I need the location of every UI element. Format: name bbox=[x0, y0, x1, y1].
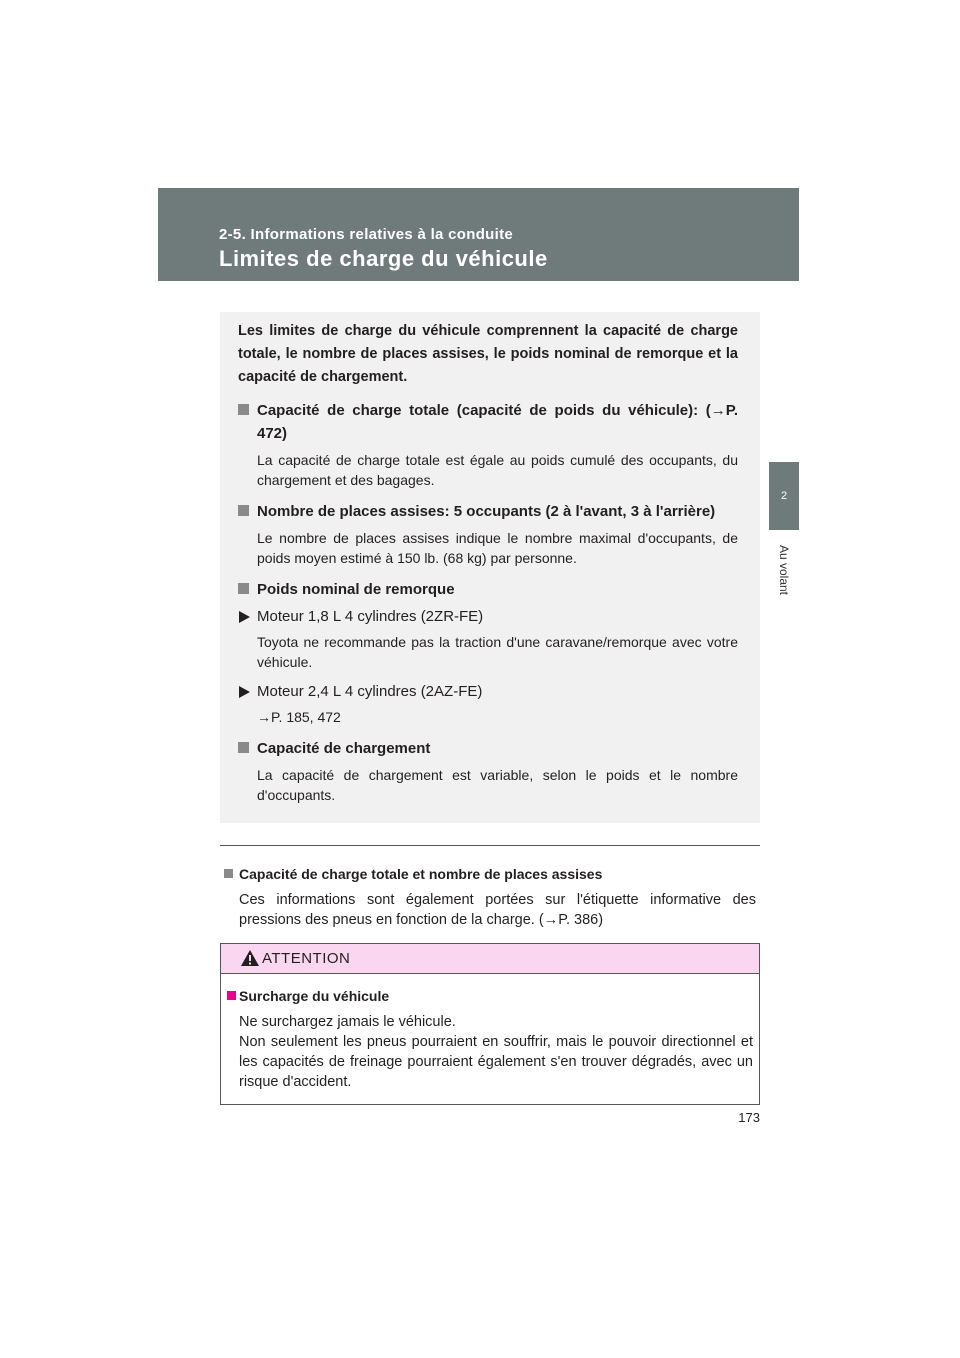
item-heading-text: Nombre de places assises: 5 occupants (2 à l'avant, 3 à l'arrière) bbox=[257, 503, 716, 520]
square-bullet-icon bbox=[238, 404, 249, 415]
item-heading bbox=[238, 399, 738, 445]
item-heading-text: Poids nominal de remorque bbox=[257, 581, 455, 598]
triangle-bullet-icon bbox=[239, 686, 250, 698]
page-number: 173 bbox=[738, 1110, 760, 1125]
engine-option-body: Toyota ne recommande pas la traction d'une caravane/remorque avec votre véhicule. bbox=[257, 634, 738, 670]
chapter-label-text: Au volant bbox=[777, 544, 792, 596]
note-heading bbox=[224, 864, 756, 884]
warning-body bbox=[227, 1012, 753, 1092]
note-body: Ces informations sont également portées sur l'étiquette informative des pressions des pneus en fonction de la charge. (→P. 386) bbox=[239, 892, 756, 928]
warning-content bbox=[221, 974, 759, 1092]
square-bullet-icon bbox=[238, 505, 249, 516]
engine-option-body: →P. 185, 472 bbox=[257, 709, 341, 725]
warning-heading-text: Surcharge du véhicule bbox=[239, 988, 390, 1004]
engine-option-label: Moteur 1,8 L 4 cylindres (2ZR-FE) bbox=[257, 608, 484, 625]
note-heading-text: Capacité de charge totale et nombre de places assises bbox=[239, 866, 603, 882]
square-bullet-icon bbox=[224, 869, 233, 878]
divider bbox=[220, 845, 760, 846]
chapter-number: 2 bbox=[780, 490, 788, 502]
warning-triangle-icon bbox=[240, 949, 260, 967]
summary-box bbox=[220, 312, 760, 823]
engine-option-label: Moteur 2,4 L 4 cylindres (2AZ-FE) bbox=[257, 683, 483, 700]
page-title: Limites de charge du véhicule bbox=[219, 246, 548, 271]
warning-body-line2: Non seulement les pneus pourraient en souffrir, mais le pouvoir directionnel et les capacités de freinage pourraient également s'en trouver dégradés, avec un risque d'accident. bbox=[239, 1034, 753, 1090]
item-heading bbox=[238, 578, 738, 601]
engine-option bbox=[238, 682, 738, 702]
item-heading-text: Capacité de chargement bbox=[257, 740, 431, 757]
engine-option bbox=[238, 607, 738, 627]
section-label: 2-5. Informations relatives à la conduite bbox=[219, 226, 514, 243]
warning-heading bbox=[227, 986, 753, 1006]
item-body: Le nombre de places assises indique le nombre maximal d'occupants, de poids moyen estimé à 150 lb. (68 kg) par personne. bbox=[257, 530, 738, 566]
triangle-bullet-icon bbox=[239, 611, 250, 623]
warning-title: ATTENTION bbox=[262, 950, 351, 967]
item-heading bbox=[238, 737, 738, 760]
warning-box bbox=[220, 943, 760, 1105]
square-bullet-icon bbox=[238, 742, 249, 753]
item-heading bbox=[238, 500, 738, 523]
item-body: La capacité de chargement est variable, selon le poids et le nombre d'occupants. bbox=[257, 767, 738, 803]
chapter-label bbox=[769, 538, 799, 602]
square-bullet-icon bbox=[238, 583, 249, 594]
chapter-tab bbox=[769, 462, 799, 530]
square-bullet-icon bbox=[227, 991, 236, 1000]
note-section bbox=[224, 864, 756, 930]
item-heading-text: Capacité de charge totale (capacité de poids du véhicule): (→P. 472) bbox=[257, 402, 738, 442]
warning-body-line1: Ne surchargez jamais le véhicule. bbox=[239, 1014, 456, 1030]
summary-intro: Les limites de charge du véhicule comprennent la capacité de charge totale, le nombre de places assises, le poids nominal de remorque et la capacité de chargement. bbox=[238, 323, 738, 385]
item-body: La capacité de charge totale est égale au poids cumulé des occupants, du chargement et des bagages. bbox=[257, 452, 738, 488]
warning-header bbox=[221, 944, 759, 974]
